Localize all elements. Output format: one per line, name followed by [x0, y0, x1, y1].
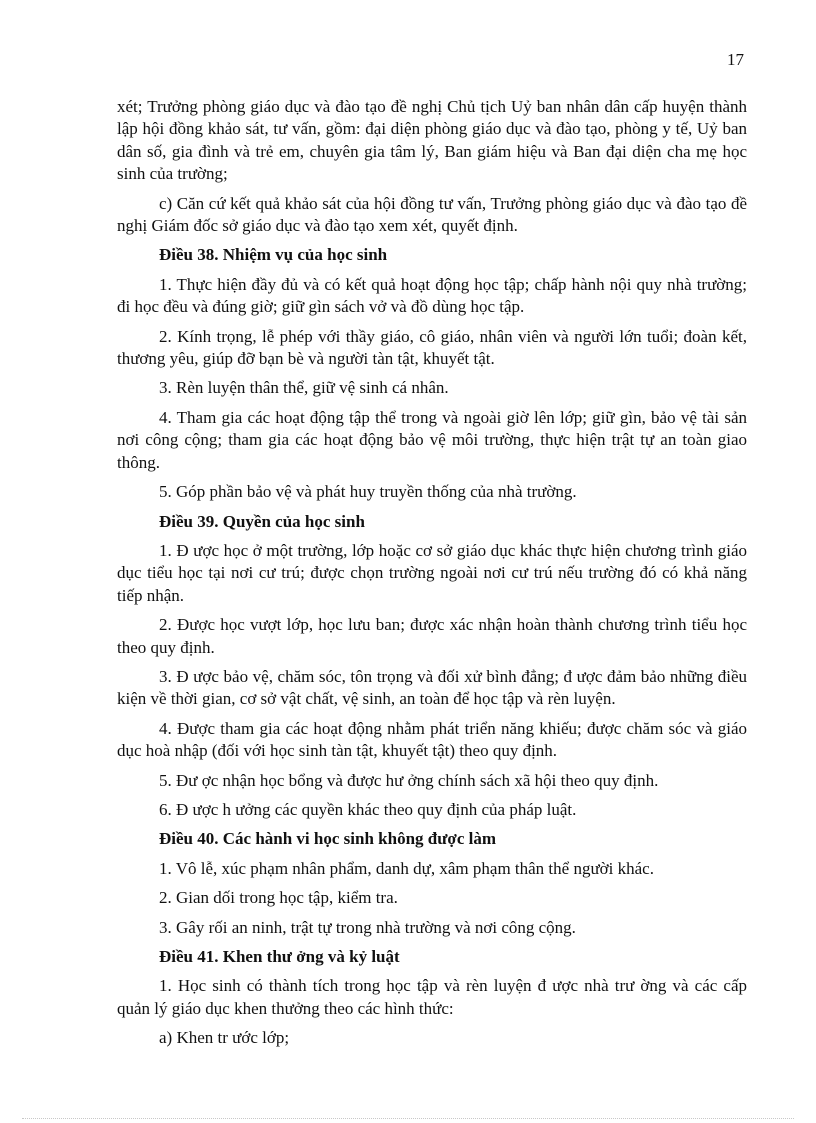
paragraph: xét; Trưởng phòng giáo dục và đào tạo đề nghị Chủ tịch Uỷ ban nhân dân cấp huyện thành lập hội đồng khảo sát, tư vấn, gồm: đại diện phòng giáo dục và đào tạo, phòng y tế, Uỷ ban dân số, gia đình và trẻ em, chuyên gia tâm lý, Ban giám hiệu và Ban đại diện cha mẹ học sinh của trường; — [117, 97, 747, 184]
document-body — [117, 96, 747, 1057]
paragraph: 5. Đư ợc nhận học bổng và được hư ởng chính sách xã hội theo quy định. — [159, 770, 659, 790]
paragraph: 3. Gây rối an ninh, trật tự trong nhà trường và nơi công cộng. — [159, 917, 576, 937]
paragraph: 6. Đ ược h ưởng các quyền khác theo quy định của pháp luật. — [159, 799, 577, 819]
article-heading: Điều 39. Quyền của học sinh — [159, 511, 365, 531]
paragraph: 2. Gian dối trong học tập, kiểm tra. — [159, 888, 398, 908]
paragraph: 1. Thực hiện đầy đủ và có kết quả hoạt động học tập; chấp hành nội quy nhà trường; đi học đều và đúng giờ; giữ gìn sách vở và đồ dùng học tập. — [117, 274, 747, 317]
paragraph: 1. Đ ược học ở một trường, lớp hoặc cơ sở giáo dục khác thực hiện chương trình giáo dục tiểu học tại nơi cư trú; được chọn trường ngoài nơi cư trú nếu trường đó có khả năng tiếp nhận. — [117, 540, 747, 605]
page-number: 17 — [727, 50, 744, 69]
article-heading: Điều 41. Khen thư ởng và kỷ luật — [159, 947, 400, 966]
paragraph: 3. Rèn luyện thân thể, giữ vệ sinh cá nhân. — [159, 378, 449, 398]
paragraph: 1. Vô lễ, xúc phạm nhân phẩm, danh dự, xâm phạm thân thể người khác. — [159, 858, 654, 878]
paragraph: 5. Góp phần bảo vệ và phát huy truyền thống của nhà trường. — [159, 482, 577, 502]
article-heading: Điều 40. Các hành vi học sinh không được làm — [159, 829, 497, 849]
paragraph: 1. Học sinh có thành tích trong học tập và rèn luyện đ ược nhà trư ờng và các cấp quản lý giáo dục khen thưởng theo các hình thức: — [117, 976, 747, 1018]
paragraph: 4. Tham gia các hoạt động tập thể trong và ngoài giờ lên lớp; giữ gìn, bảo vệ tài sản nơi công cộng; tham gia các hoạt động bảo vệ môi trường, thực hiện trật tự an toàn giao thông. — [117, 407, 747, 472]
paragraph: 3. Đ ược bảo vệ, chăm sóc, tôn trọng và đối xử bình đẳng; đ ược đảm bảo những điều kiện về thời gian, cơ sở vật chất, vệ sinh, an toàn để học tập và rèn luyện. — [117, 666, 747, 709]
page-bottom-divider — [22, 1118, 794, 1119]
paragraph: c) Căn cứ kết quả khảo sát của hội đồng tư vấn, Trưởng phòng giáo dục và đào tạo đề nghị Giám đốc sở giáo dục và đào tạo xem xét, quyết định. — [117, 193, 747, 236]
paragraph: a) Khen tr ước lớp; — [159, 1028, 290, 1048]
paragraph: 4. Được tham gia các hoạt động nhằm phát triển năng khiếu; được chăm sóc và giáo dục hoà nhập (đối với học sinh tàn tật, khuyết tật) theo quy định. — [117, 718, 747, 761]
paragraph: 2. Được học vượt lớp, học lưu ban; được xác nhận hoàn thành chương trình tiểu học theo quy định. — [117, 615, 747, 657]
paragraph: 2. Kính trọng, lễ phép với thầy giáo, cô giáo, nhân viên và người lớn tuổi; đoàn kết, thương yêu, giúp đỡ bạn bè và người tàn tật, khuyết tật. — [117, 326, 747, 369]
article-heading: Điều 38. Nhiệm vụ của học sinh — [159, 245, 388, 265]
